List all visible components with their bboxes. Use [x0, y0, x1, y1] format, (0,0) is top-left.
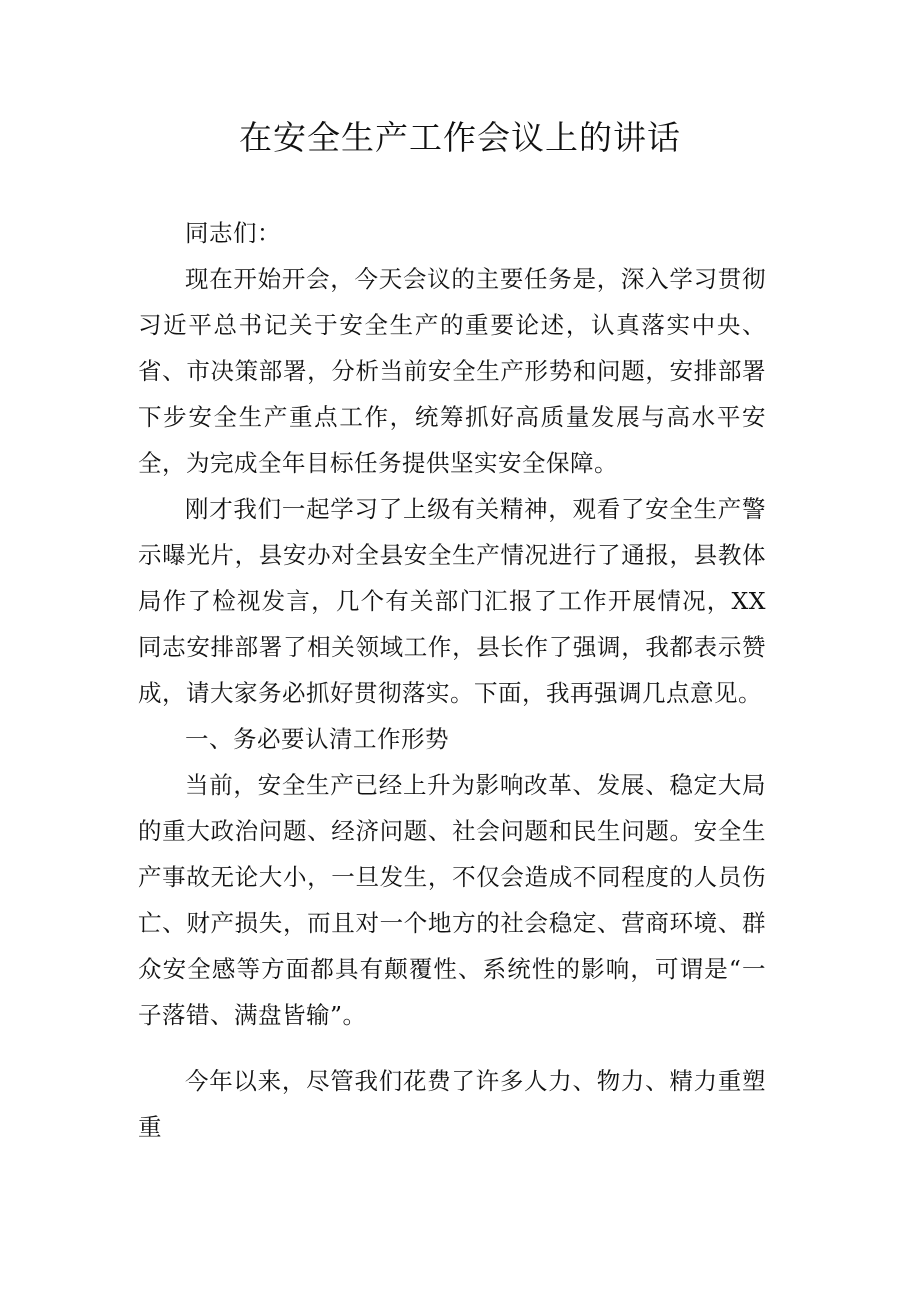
- document-body: [138, 210, 766, 1150]
- body-paragraph: 刚才我们一起学习了上级有关精神，观看了安全生产警示曝光片，县安办对全县安全生产情况进行了通报，县教体局作了检视发言，几个有关部门汇报了工作开展情况，XX同志安排部署了相关领域工作，县长作了强调，我都表示赞成，请大家务必抓好贯彻落实。下面，我再强调几点意见。: [138, 495, 766, 707]
- salutation-paragraph: 同志们：: [185, 219, 281, 247]
- body-paragraph: 当前，安全生产已经上升为影响改革、发展、稳定大局的重大政治问题、经济问题、社会问题和民生问题。安全生产事故无论大小，一旦发生，不仅会造成不同程度的人员伤亡、财产损失，而且对一个地方的社会稳定、营商环境、群众安全感等方面都具有颠覆性、系统性的影响，可谓是“一子落错、满盘皆输”。: [138, 771, 766, 1029]
- body-paragraph: 今年以来，尽管我们花费了许多人力、物力、精力重塑重: [138, 1067, 766, 1141]
- body-paragraph: 现在开始开会，今天会议的主要任务是，深入学习贯彻习近平总书记关于安全生产的重要论述，认真落实中央、省、市决策部署，分析当前安全生产形势和问题，安排部署下步安全生产重点工作，统筹抓好高质量发展与高水平安全，为完成全年目标任务提供坚实安全保障。: [138, 265, 766, 477]
- section-heading: 一、务必要认清工作形势: [185, 725, 449, 753]
- document-title: 在安全生产工作会议上的讲话: [239, 118, 681, 157]
